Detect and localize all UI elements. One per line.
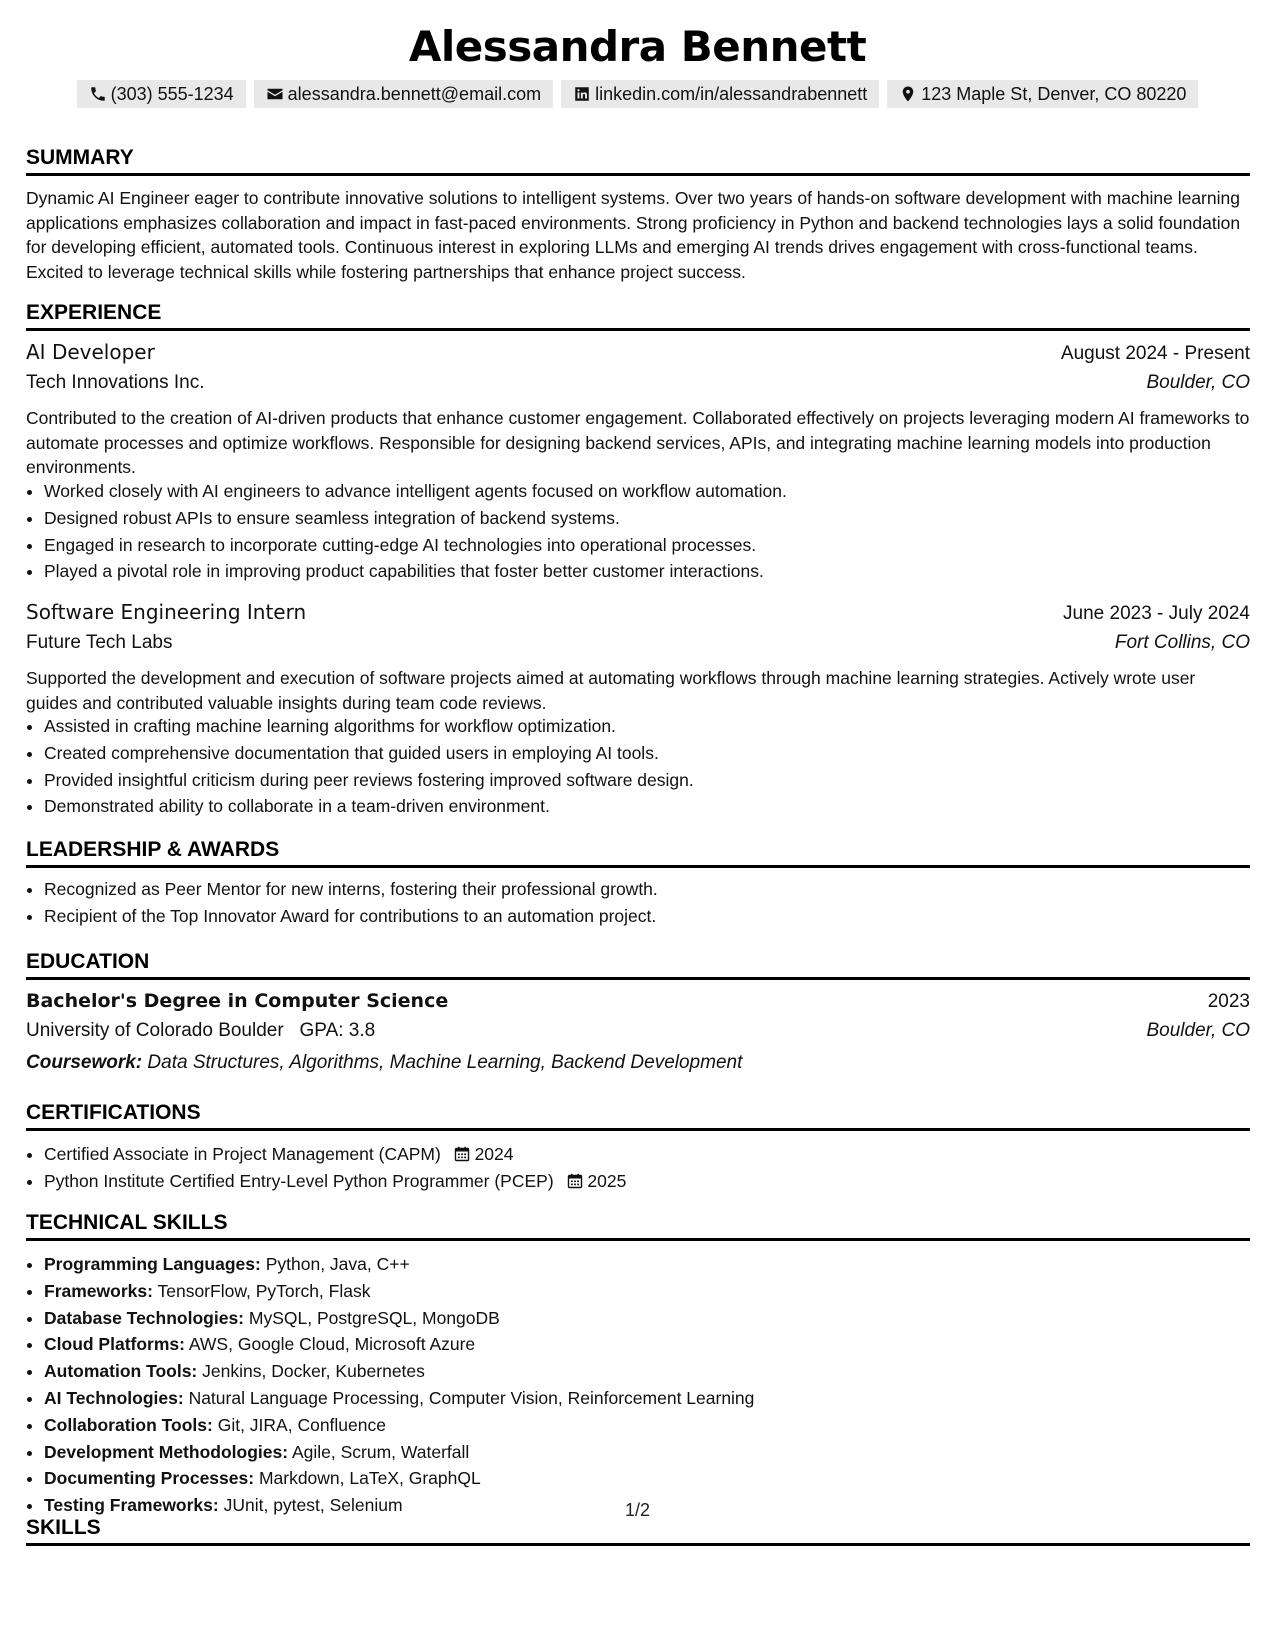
calendar-icon [567, 1173, 583, 1189]
job-title: Software Engineering Intern [26, 600, 307, 624]
skill-label: Collaboration Tools: [44, 1414, 213, 1435]
linkedin-text: linkedin.com/in/alessandrabennett [595, 83, 868, 104]
contact-linkedin[interactable] [561, 80, 879, 108]
school-name: University of Colorado Boulder [26, 1020, 284, 1041]
list-item: • Demonstrated ability to collaborate in a team-driven environment. [44, 793, 1268, 820]
certifications-heading: CERTIFICATIONS [26, 1101, 1250, 1131]
phone-icon [89, 85, 107, 103]
summary-heading: SUMMARY [26, 146, 1250, 176]
list-item [44, 1305, 1268, 1332]
list-item [44, 1141, 1268, 1168]
education-heading: EDUCATION [26, 950, 1250, 980]
list-item: • Recognized as Peer Mentor for new interns, fostering their professional growth. [44, 876, 1268, 903]
job-date: June 2023 - July 2024 [1063, 603, 1250, 624]
page-number: 1/2 [624, 1500, 651, 1520]
job-1-bullets [26, 478, 1268, 585]
job-1-header [26, 340, 1250, 365]
school-line [26, 1020, 375, 1042]
skill-value: Git, JIRA, Confluence [217, 1414, 386, 1435]
skill-value: Markdown, LaTeX, GraphQL [258, 1468, 481, 1489]
calendar-icon [454, 1146, 470, 1162]
list-item: • Designed robust APIs to ensure seamless integration of backend systems. [44, 505, 1268, 532]
skill-label: Development Methodologies: [44, 1441, 289, 1462]
job-location: Boulder, CO [1146, 372, 1250, 393]
education-header [26, 990, 1250, 1013]
list-item [44, 1412, 1268, 1439]
job-2-company-row [26, 632, 1250, 654]
skills-heading: SKILLS [26, 1516, 1250, 1546]
certification-year: 2025 [587, 1170, 627, 1191]
coursework [26, 1052, 1250, 1074]
skill-label: Programming Languages: [44, 1254, 261, 1274]
skill-value: JUnit, pytest, Selenium [223, 1495, 403, 1516]
list-item: • Provided insightful criticism during peer reviews fostering improved software design. [44, 767, 1268, 794]
job-company: Future Tech Labs [26, 632, 173, 653]
skill-label: Documenting Processes: [44, 1468, 255, 1489]
list-item: • Recipient of the Top Innovator Award for contributions to an automation project. [44, 903, 1268, 930]
job-date: August 2024 - Present [1060, 343, 1250, 364]
skill-label: Automation Tools: [44, 1361, 198, 1382]
job-location: Fort Collins, CO [1114, 632, 1250, 653]
gpa: GPA: 3.8 [299, 1020, 376, 1041]
address-text: 123 Maple St, Denver, CO 80220 [921, 83, 1187, 104]
skill-value: TensorFlow, PyTorch, Flask [157, 1280, 371, 1301]
job-title: AI Developer [26, 340, 155, 364]
email-text: alessandra.bennett@email.com [287, 83, 542, 104]
education-school-row [26, 1020, 1250, 1042]
skill-label: AI Technologies: [44, 1387, 184, 1408]
job-1-description: Contributed to the creation of AI-driven products that enhance customer engagement. Collaborated effectively on projects leveraging modern AI frameworks to automate processes and optimize workflows. Responsible for designing backend services, APIs, and integrating machine learning models into production environments. [26, 408, 1250, 477]
list-item [44, 1251, 1268, 1278]
list-item [44, 1331, 1268, 1358]
school-location: Boulder, CO [1146, 1020, 1250, 1041]
list-item: • Played a pivotal role in improving product capabilities that foster better customer interactions. [44, 558, 1268, 585]
skill-label: Frameworks: [44, 1280, 153, 1301]
certifications-list [26, 1141, 1268, 1195]
list-item: • Assisted in crafting machine learning algorithms for workflow optimization. [44, 713, 1268, 740]
leadership-bullets [26, 876, 1268, 930]
list-item [44, 1385, 1268, 1412]
skill-label: Cloud Platforms: [44, 1334, 185, 1355]
envelope-icon [266, 85, 284, 103]
skill-value: Jenkins, Docker, Kubernetes [202, 1361, 425, 1382]
degree: Bachelor's Degree in Computer Science [26, 990, 449, 1012]
job-2-description: Supported the development and execution of software projects aimed at automating workflows through machine learning strategies. Actively wrote user guides and contributed valuable insights during team code reviews. [26, 668, 1196, 713]
skill-label: Testing Frameworks: [44, 1495, 219, 1516]
list-item [44, 1439, 1268, 1466]
summary-text: Dynamic AI Engineer eager to contribute innovative solutions to intelligent systems. Over two years of hands-on software development with machine learning applications emphasizes collaboration and impact in fast-paced environments. Strong proficiency in Python and backend technologies lays a solid foundation for developing efficient, automated tools. Continuous interest in exploring LLMs and emerging AI trends drives engagement with cross-functional teams. Excited to leverage technical skills while fostering partnerships that enhance project success. [26, 188, 1241, 282]
skill-value: AWS, Google Cloud, Microsoft Azure [188, 1334, 476, 1355]
skill-value: Natural Language Processing, Computer Vision, Reinforcement Learning [188, 1387, 755, 1408]
phone-text: (303) 555-1234 [110, 83, 234, 104]
list-item [44, 1358, 1268, 1385]
list-item: • Worked closely with AI engineers to advance intelligent agents focused on workflow automation. [44, 478, 1268, 505]
list-item: • Created comprehensive documentation that guided users in employing AI tools. [44, 740, 1268, 767]
leadership-heading: LEADERSHIP & AWARDS [26, 838, 1250, 868]
list-item [44, 1465, 1268, 1492]
technical-skills-heading: TECHNICAL SKILLS [26, 1211, 1250, 1241]
job-2-bullets [26, 713, 1268, 820]
coursework-list: Data Structures, Algorithms, Machine Learning, Backend Development [147, 1052, 743, 1073]
graduation-year: 2023 [1207, 991, 1250, 1012]
list-item [44, 1278, 1268, 1305]
contact-phone[interactable] [77, 80, 246, 108]
list-item: • Engaged in research to incorporate cutting-edge AI technologies into operational processes. [44, 532, 1268, 559]
skill-label: Database Technologies: [44, 1307, 245, 1328]
technical-skills-list [26, 1251, 1268, 1519]
certification-year: 2024 [474, 1144, 514, 1164]
skill-value: MySQL, PostgreSQL, MongoDB [248, 1307, 500, 1328]
list-item [44, 1168, 1268, 1195]
job-company: Tech Innovations Inc. [26, 372, 205, 393]
certification-name: Python Institute Certified Entry-Level Python Programmer (PCEP) [44, 1170, 554, 1191]
contact-address[interactable] [887, 80, 1198, 108]
map-pin-icon [899, 85, 917, 103]
linkedin-icon [573, 85, 591, 103]
job-1-company-row [26, 372, 1250, 394]
candidate-name: Alessandra Bennett [408, 22, 867, 71]
certification-name: Certified Associate in Project Management (CAPM) [44, 1144, 441, 1164]
contact-email[interactable] [254, 80, 553, 108]
skill-value: Agile, Scrum, Waterfall [291, 1441, 470, 1462]
contact-bar [0, 80, 1275, 108]
experience-heading: EXPERIENCE [26, 301, 1250, 331]
skill-value: Python, Java, C++ [265, 1254, 410, 1274]
job-2-header [26, 600, 1250, 625]
coursework-label: Coursework: [26, 1052, 143, 1073]
